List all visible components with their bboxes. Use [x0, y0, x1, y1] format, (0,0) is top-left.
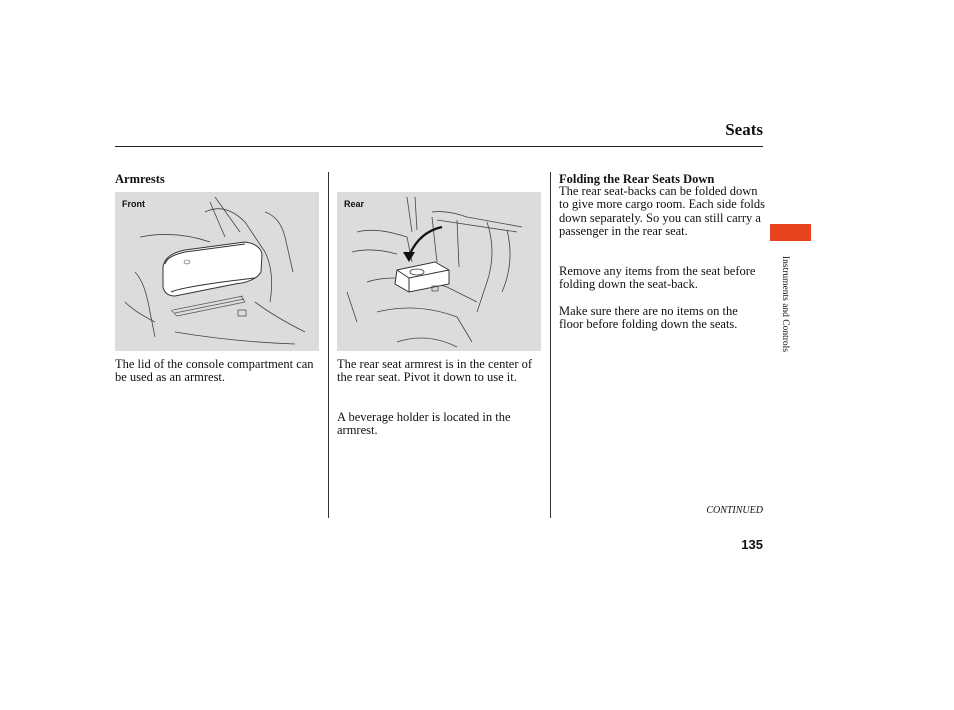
right-paragraph-3: Make sure there are no items on the floor before folding down the seats. [559, 304, 738, 332]
page-title: Seats [725, 120, 763, 139]
rear-armrest-figure [337, 192, 541, 351]
header-rule [115, 146, 763, 147]
rear-armrest-illustration [337, 192, 541, 351]
page-number: 135 [741, 537, 763, 552]
section-side-label: Instruments and Controls [780, 255, 790, 353]
folding-rear-seats-heading: Folding the Rear Seats Down [559, 172, 715, 186]
right-paragraph-1: The rear seat-backs can be folded down to give more cargo room. Each side folds down separately. So you can still carry a passenger in the rear seat. [559, 184, 765, 239]
front-armrest-illustration [115, 192, 319, 351]
continued-label: CONTINUED [706, 505, 763, 516]
armrests-heading: Armrests [115, 172, 165, 186]
middle-paragraph-2: A beverage holder is located in the armrest. [337, 410, 511, 438]
column-divider-2 [550, 172, 551, 518]
right-paragraph-2: Remove any items from the seat before folding down the seat-back. [559, 264, 756, 292]
column-divider-1 [328, 172, 329, 518]
left-paragraph-1: The lid of the console compartment can be used as an armrest. [115, 357, 314, 385]
section-tab-marker [770, 224, 811, 241]
middle-paragraph-1: The rear seat armrest is in the center of the rear seat. Pivot it down to use it. [337, 357, 533, 385]
figure-label-rear: Rear [344, 199, 365, 209]
figure-label-front: Front [122, 199, 145, 209]
front-armrest-figure [115, 192, 319, 351]
